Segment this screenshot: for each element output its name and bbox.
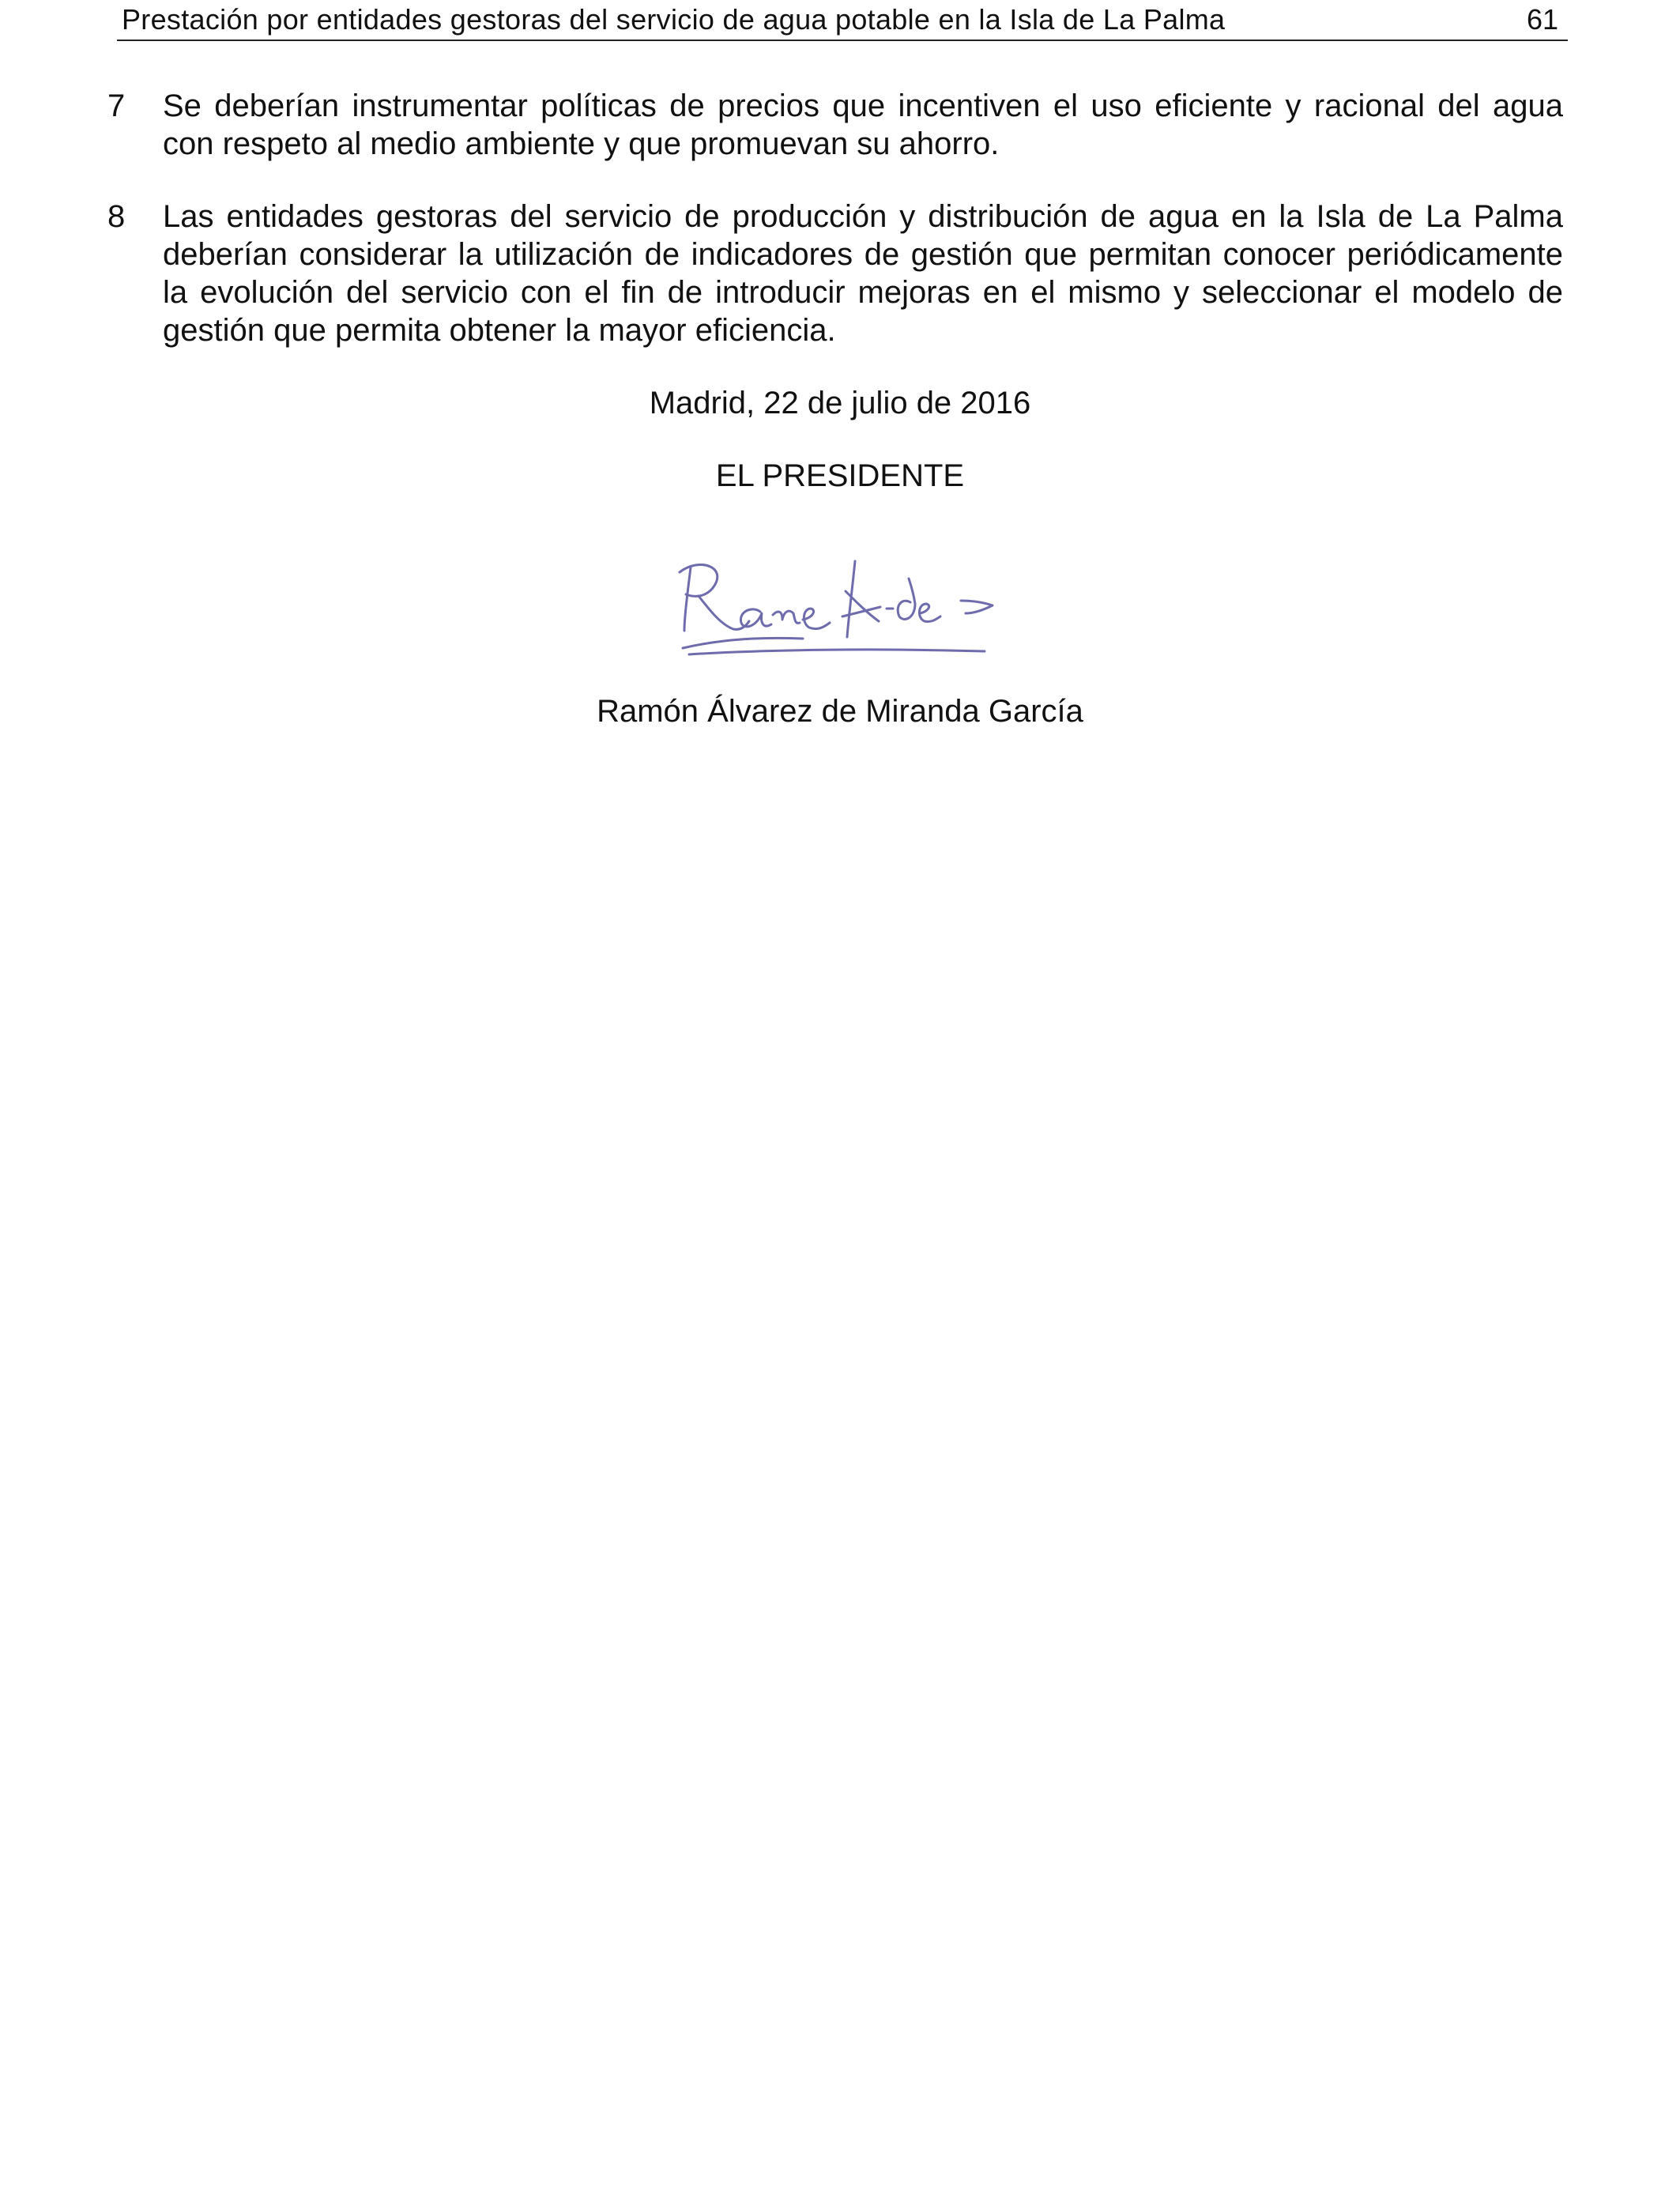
conclusion-item [107,87,1563,163]
place-date: Madrid, 22 de julio de 2016 [649,386,1031,420]
signatory-role: EL PRESIDENTE [715,458,965,493]
conclusion-text: Se deberían instrumentar políticas de precios que incentiven el uso eficiente y racional del agua con respeto al medio ambiente y que promuevan su ahorro. [163,89,1563,161]
running-header [117,0,1568,41]
handwritten-signature [669,545,1008,672]
conclusion-number: 7 [107,89,126,123]
header-title: Prestación por entidades gestoras del servicio de agua potable en la Isla de La Palma [122,3,1226,36]
conclusion-number: 8 [107,199,126,234]
conclusion-item [107,198,1563,349]
conclusion-text: Las entidades gestoras del servicio de producción y distribución de agua en la Isla de La Palma deberían considerar la utilización de indicadores de gestión que permitan conocer periódicamente la evolución del servicio con el fin de introducir mejoras en el mismo y seleccionar el modelo de gestión que permita obtener la mayor eficiencia. [163,199,1563,348]
signatory-name: Ramón Álvarez de Miranda García [597,694,1083,729]
page-number: 61 [1526,3,1558,36]
